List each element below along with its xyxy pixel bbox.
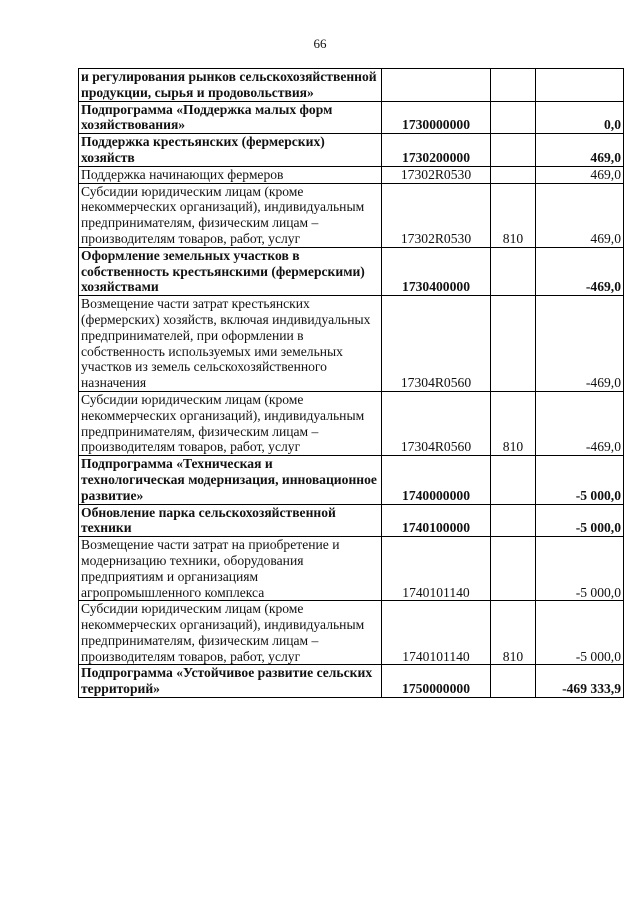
row-name: Возмещение части затрат на приобретение и модернизацию техники, оборудования предприятиям и организациям агропромышленного комплекса xyxy=(79,537,382,601)
row-type xyxy=(491,101,536,134)
row-code: 1750000000 xyxy=(382,665,491,698)
row-name: Субсидии юридическим лицам (кроме некоммерческих организаций), индивидуальным предпринимателям, физическим лицам – производителям товаров, работ, услуг xyxy=(79,601,382,665)
budget-table xyxy=(78,68,624,698)
row-code: 17304R0560 xyxy=(382,296,491,392)
row-name: Оформление земельных участков в собственность крестьянскими (фермерскими) хозяйствами xyxy=(79,247,382,295)
row-code: 1740101140 xyxy=(382,601,491,665)
row-type xyxy=(491,69,536,102)
row-name: Поддержка начинающих фермеров xyxy=(79,166,382,183)
row-type: 810 xyxy=(491,391,536,455)
row-type xyxy=(491,247,536,295)
table-row xyxy=(79,183,624,247)
row-sum xyxy=(536,69,624,102)
row-name: Возмещение части затрат крестьянских (фермерских) хозяйств, включая индивидуальных предпринимателей, при оформлении в собственность используемых ими земельных участков из земель сельскохозяйственного назначения xyxy=(79,296,382,392)
table-row xyxy=(79,166,624,183)
row-name: Подпрограмма «Устойчивое развитие сельских территорий» xyxy=(79,665,382,698)
table-row xyxy=(79,537,624,601)
row-sum: -5 000,0 xyxy=(536,601,624,665)
row-name: Обновление парка сельскохозяйственной техники xyxy=(79,504,382,537)
table-row xyxy=(79,296,624,392)
table-row xyxy=(79,601,624,665)
row-sum: -469,0 xyxy=(536,247,624,295)
budget-table-body xyxy=(79,69,624,698)
row-type xyxy=(491,456,536,504)
row-sum: 469,0 xyxy=(536,183,624,247)
row-code xyxy=(382,69,491,102)
row-sum: 469,0 xyxy=(536,134,624,167)
row-type xyxy=(491,537,536,601)
row-sum: 0,0 xyxy=(536,101,624,134)
row-type xyxy=(491,296,536,392)
page-number: 66 xyxy=(313,36,327,51)
table-row xyxy=(79,247,624,295)
row-type xyxy=(491,166,536,183)
row-type xyxy=(491,665,536,698)
row-type xyxy=(491,504,536,537)
row-name: Субсидии юридическим лицам (кроме некоммерческих организаций), индивидуальным предпринимателям, физическим лицам – производителям товаров, работ, услуг xyxy=(79,391,382,455)
row-sum: -469,0 xyxy=(536,296,624,392)
row-name: Поддержка крестьянских (фермерских) хозяйств xyxy=(79,134,382,167)
row-code: 1730400000 xyxy=(382,247,491,295)
row-sum: -5 000,0 xyxy=(536,537,624,601)
row-sum: -469 333,9 xyxy=(536,665,624,698)
row-code: 17304R0560 xyxy=(382,391,491,455)
row-code: 1730000000 xyxy=(382,101,491,134)
row-type xyxy=(491,134,536,167)
row-code: 1740100000 xyxy=(382,504,491,537)
row-sum: -5 000,0 xyxy=(536,456,624,504)
row-name: Субсидии юридическим лицам (кроме некоммерческих организаций), индивидуальным предпринимателям, физическим лицам – производителям товаров, работ, услуг xyxy=(79,183,382,247)
table-row xyxy=(79,504,624,537)
row-name: Подпрограмма «Поддержка малых форм хозяйствования» xyxy=(79,101,382,134)
row-name: Подпрограмма «Техническая и технологическая модернизация, инновационное развитие» xyxy=(79,456,382,504)
row-name: и регулирования рынков сельскохозяйственной продукции, сырья и продовольствия» xyxy=(79,69,382,102)
row-code: 1730200000 xyxy=(382,134,491,167)
table-row xyxy=(79,134,624,167)
row-code: 17302R0530 xyxy=(382,166,491,183)
row-code: 1740101140 xyxy=(382,537,491,601)
row-code: 17302R0530 xyxy=(382,183,491,247)
table-row xyxy=(79,665,624,698)
row-sum: 469,0 xyxy=(536,166,624,183)
row-sum: -469,0 xyxy=(536,391,624,455)
row-type: 810 xyxy=(491,183,536,247)
row-code: 1740000000 xyxy=(382,456,491,504)
row-type: 810 xyxy=(491,601,536,665)
row-sum: -5 000,0 xyxy=(536,504,624,537)
table-row xyxy=(79,69,624,102)
table-row xyxy=(79,456,624,504)
table-row xyxy=(79,101,624,134)
table-row xyxy=(79,391,624,455)
